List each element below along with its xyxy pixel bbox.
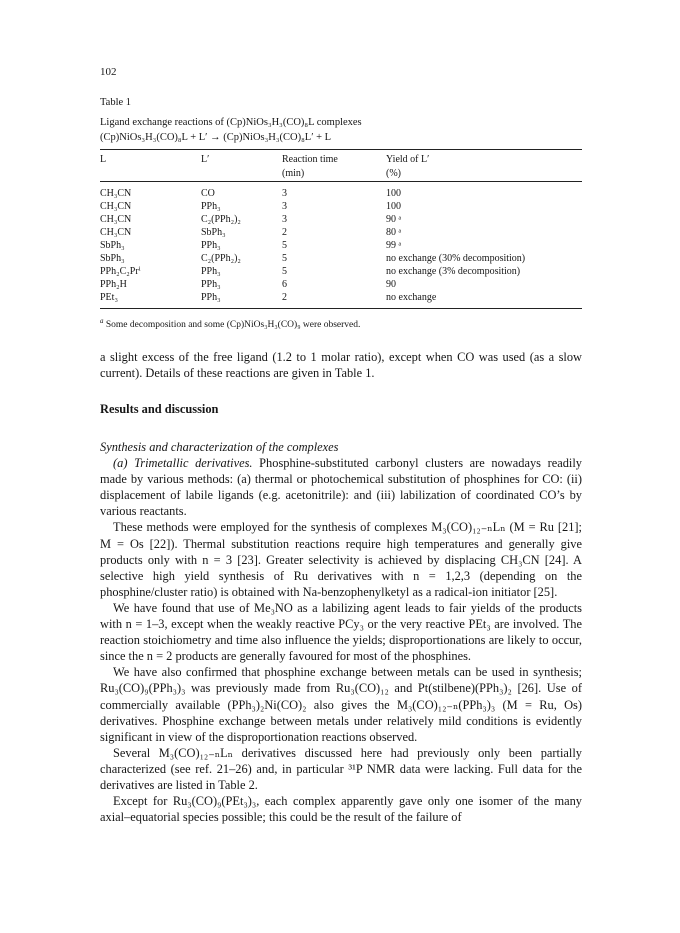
table-cell: CO [201, 188, 215, 199]
table-cell: no exchange [386, 292, 437, 303]
table-cell: 3 [282, 214, 287, 225]
table-cell: 5 [282, 266, 287, 277]
table-label: Table 1 [100, 97, 132, 108]
table-cell: CH₃CN [100, 188, 132, 199]
page-number: 102 [100, 66, 117, 78]
table-cell: 90 ᵃ [386, 214, 402, 225]
table-row [100, 226, 582, 239]
table-cell: CH₃CN [100, 214, 132, 225]
table-cell: C₂(PPh₂)₂ [201, 214, 241, 225]
col-header-reaction-time: Reaction time [282, 154, 338, 165]
footnote-text: Some decomposition and some (Cp)NiOs₃H₃(CO)₉ were observed. [105, 320, 361, 331]
table-cell: PPh₃ [201, 201, 221, 212]
intro-paragraph: a slight excess of the free ligand (1.2 to 1 molar ratio), except when CO was used (as a slow current). Details of these reactions are given in Table 1. [100, 350, 582, 381]
table-cell: SbPh₃ [100, 240, 125, 251]
table-equation: (Cp)NiOs₃H₃(CO)₈L + L′ → (Cp)NiOs₃H₃(CO)₈L′ + L [100, 132, 332, 143]
paragraph-2: These methods were employed for the synthesis of complexes M₃(CO)₁₂₋ₙLₙ (M = Ru [21]; M = Os [22]). Thermal substitution reactions require high temperatures and generally give products only with n = 3 [23]. Greater selectivity is achieved by displacing CH₃CN [24]. A selective high yield synthesis of Ru derivatives with n = 1,2,3 (depending on the phosphine/cluster ratio) is obtained with Na-benzophenylketyl as a radical-ion initiator [25]. [100, 520, 582, 599]
table-cell: 80 ᵃ [386, 227, 402, 238]
table-caption [100, 115, 582, 145]
table-bottom-rule [100, 308, 582, 309]
table-cell: 100 [386, 201, 401, 212]
col-header-yield: Yield of L′ [386, 154, 430, 165]
table-cell: PPh₃ [201, 266, 221, 277]
section-heading: Results and discussion [100, 402, 219, 416]
table-cell: 90 [386, 279, 396, 290]
table-cell: 6 [282, 279, 287, 290]
paragraph-1 [100, 455, 582, 519]
paragraph-5: Several M₃(CO)₁₂₋ₙLₙ derivatives discussed here had previously only been partially characterized (see ref. 21–26) and, in particular ³¹P NMR data were lacking. Full data for the derivatives are listed in Table 2. [100, 745, 582, 792]
table-cell: PEt₃ [100, 292, 118, 303]
table-row [100, 200, 582, 213]
table-cell: CH₃CN [100, 201, 132, 212]
col-unit-yield: (%) [386, 168, 401, 179]
table-cell: 99 ᵃ [386, 240, 402, 251]
col-unit-l [100, 166, 201, 183]
body-section [100, 439, 582, 825]
col-unit-reaction-time: (min) [282, 168, 305, 179]
table-title: Ligand exchange reactions of (Cp)NiOs₃H₃(CO)₈L complexes [100, 117, 362, 128]
footnote-mark: a [100, 317, 104, 325]
table-cell: PPh₂H [100, 279, 127, 290]
table-cell: CH₃CN [100, 227, 132, 238]
table-footnote [100, 317, 360, 330]
table-cell: C₂(PPh₂)₂ [201, 253, 241, 264]
table-top-rule [100, 149, 582, 150]
col-unit-l-prime [201, 166, 282, 183]
table-row [100, 183, 582, 200]
table-row [100, 265, 582, 278]
table-row [100, 291, 582, 304]
table-row [100, 278, 582, 291]
table-cell: 2 [282, 227, 287, 238]
table-cell: 5 [282, 240, 287, 251]
table-cell: 3 [282, 201, 287, 212]
table-cell: 100 [386, 188, 401, 199]
paragraph-6: Except for Ru₃(CO)₉(PEt₃)₃, each complex apparently gave only one isomer of the many axial–equatorial species possible; this could be the result of the failure of [100, 794, 582, 825]
table-cell: PPh₃ [201, 279, 221, 290]
table-cell: no exchange (30% decomposition) [386, 253, 526, 264]
col-header-l-prime: L′ [201, 154, 210, 165]
table-cell: PPh₃ [201, 240, 221, 251]
table-cell: 2 [282, 292, 287, 303]
table-cell: SbPh₃ [201, 227, 226, 238]
table-cell: PPh₂C₂Prⁱ [100, 266, 141, 277]
table-row [100, 213, 582, 226]
table-cell: no exchange (3% decomposition) [386, 266, 521, 277]
paragraph-1-text: Phosphine-substituted carbonyl clusters are nowadays readily made by various methods: (a) thermal or photochemical substitution of phosphines for CO: (ii) displacement of labile ligands (e.g. acetonitrile): and (iii) labilization of coordinated CO’s by various reactants. [100, 456, 582, 519]
ligand-exchange-table [100, 152, 582, 304]
table-row [100, 252, 582, 265]
table-cell: 3 [282, 188, 287, 199]
table-cell: SbPh₃ [100, 253, 125, 264]
col-header-l: L [100, 154, 107, 165]
table-row [100, 239, 582, 252]
subsection-heading: Synthesis and characterization of the complexes [100, 440, 339, 454]
table-cell: PPh₃ [201, 292, 221, 303]
table-cell: 5 [282, 253, 287, 264]
paragraph-3: We have found that use of Me₃NO as a labilizing agent leads to fair yields of the products with n = 1–3, except when the weakly reactive PCy₃ or the very reactive PEt₃ are involved. The reaction stoichiometry and time also influence the yields; disproportionations are likely to occur, since the n = 2 products are generally favoured for most of the phosphines. [100, 600, 582, 664]
paragraph-4: We have also confirmed that phosphine exchange between metals can be used in synthesis; Ru₃(CO)₉(PPh₃)₃ was previously made from Ru₃(CO)₁₂ and Pt(stilbene)(PPh₃)₂ [26]. Use of commercially available (PPh₃)₂Ni(CO)₂ also gives the M₃(CO)₁₂₋ₙ(PPh₃)₃ (M = Ru, Os) derivatives. Phosphine exchange between metals under relatively mild conditions is evidently significant in view of the disproportionation reactions observed. [100, 665, 582, 744]
paragraph-1-lead: (a) Trimetallic derivatives. [113, 456, 253, 471]
